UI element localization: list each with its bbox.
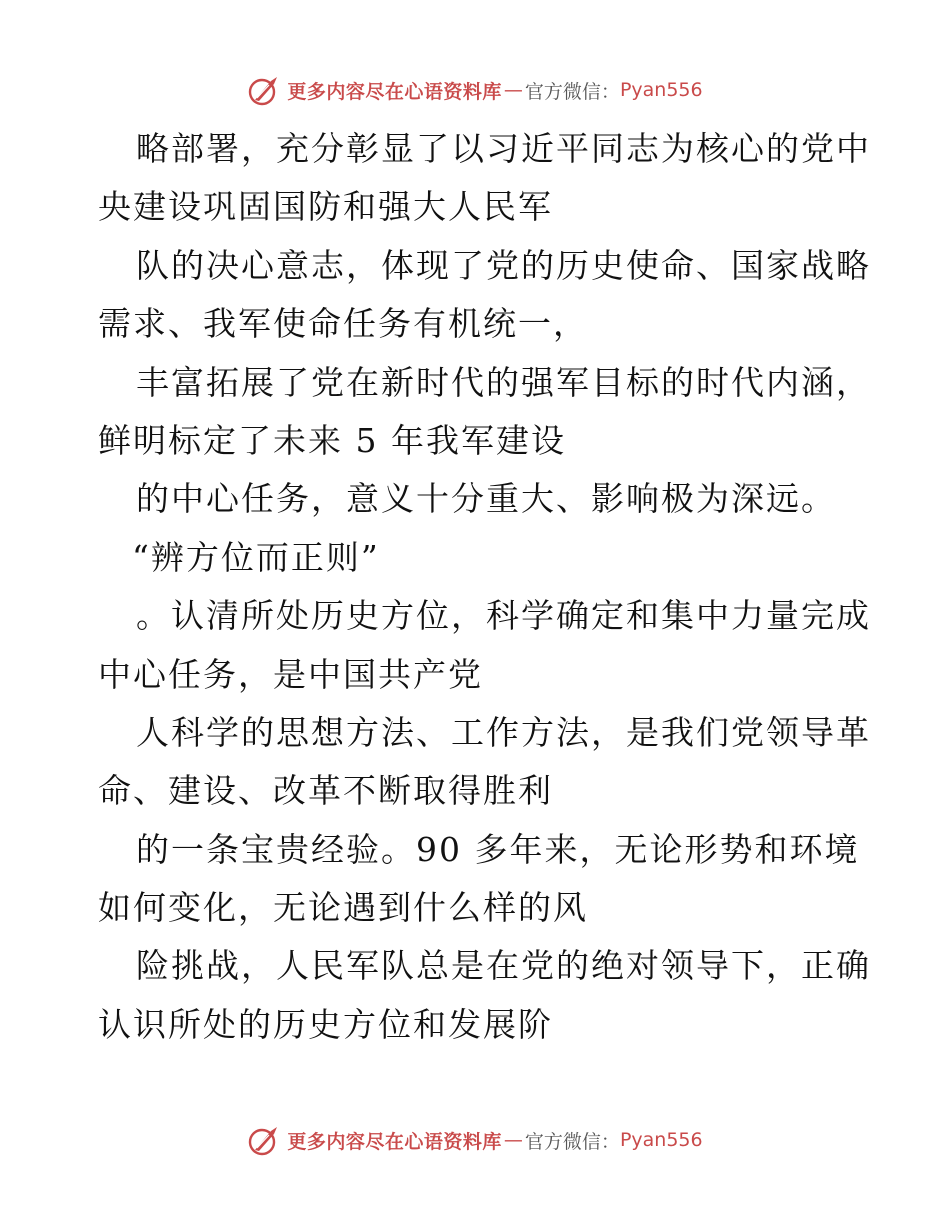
quill-pen-icon [247, 1123, 281, 1157]
header-wechat-label: 官方微信： [524, 80, 620, 103]
header-dash: — [503, 79, 523, 101]
footer-wechat-id: Pyan556 [619, 1129, 703, 1151]
text-line: 命、建设、改革不断取得胜利 [98, 771, 553, 811]
text-line: 丰富拓展了党在新时代的强军目标的时代内涵， [136, 362, 871, 402]
text-line: 人科学的思想方法、工作方法，是我们党领导革 [136, 712, 871, 752]
text-line: 认识所处的历史方位和发展阶 [98, 1004, 553, 1044]
footer-brand-text: 更多内容尽在心语资料库 [287, 1130, 502, 1153]
text-line: 。认清所处历史方位，科学确定和集中力量完成 [136, 596, 871, 636]
header-brand-text: 更多内容尽在心语资料库 [287, 80, 502, 103]
text-line: 央建设巩固国防和强大人民军 [98, 187, 553, 227]
text-line: “辨方位而正则” [132, 537, 380, 577]
text-line: 的中心任务，意义十分重大、影响极为深远。 [136, 479, 836, 519]
document-body [98, 120, 871, 1054]
footer-banner [0, 1120, 950, 1160]
text-line: 如何变化，无论遇到什么样的风 [98, 888, 588, 928]
text-line: 中心任务，是中国共产党 [98, 654, 483, 694]
text-line: 队的决心意志，体现了党的历史使命、国家战略 [136, 245, 871, 285]
footer-wechat-label: 官方微信： [524, 1130, 620, 1153]
text-line: 险挑战，人民军队总是在党的绝对领导下，正确 [136, 946, 871, 986]
header-banner [0, 70, 950, 110]
text-line: 略部署，充分彰显了以习近平同志为核心的党中 [136, 129, 871, 168]
text-line: 需求、我军使命任务有机统一， [98, 304, 588, 344]
quill-pen-icon [247, 73, 281, 107]
header-wechat-id: Pyan556 [619, 79, 703, 101]
footer-dash: — [503, 1129, 523, 1151]
text-line: 的一条宝贵经验。90 多年来，无论形势和环境 [136, 829, 860, 869]
text-line: 鲜明标定了未来 5 年我军建设 [98, 420, 566, 460]
